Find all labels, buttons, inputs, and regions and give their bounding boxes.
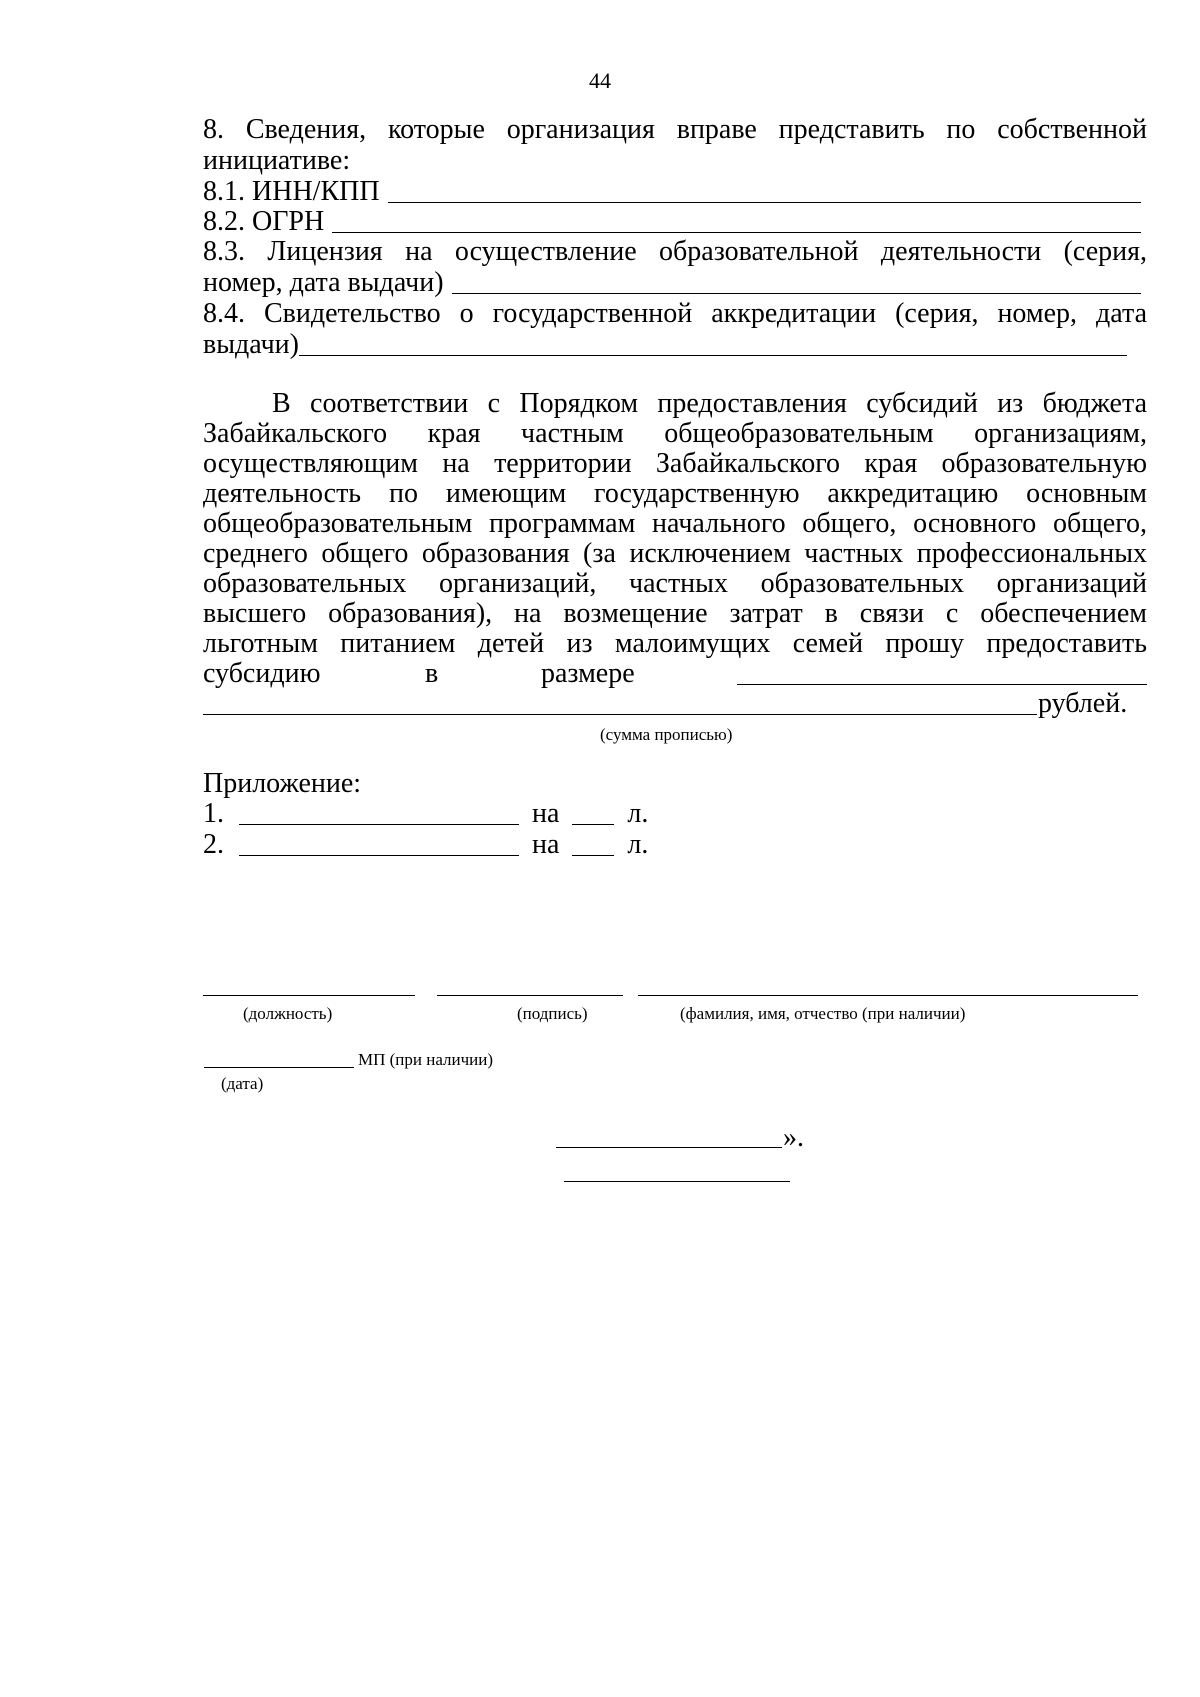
inn-kpp-label: 8.1. ИНН/КПП bbox=[203, 176, 380, 207]
appendix-item-pages-blank[interactable] bbox=[572, 823, 614, 825]
signature-caption: (подпись) bbox=[517, 1004, 588, 1023]
position-caption: (должность) bbox=[243, 1004, 333, 1023]
ogrn-field[interactable] bbox=[203, 206, 1141, 238]
appendix-item bbox=[203, 829, 1147, 861]
body-line: общеобразовательным программам начального общего, основного общего, bbox=[203, 508, 1147, 539]
ogrn-blank[interactable] bbox=[332, 231, 1141, 233]
in-word: в bbox=[425, 658, 439, 689]
stamp-label: МП (при наличии) bbox=[358, 1050, 494, 1069]
appendix-item-num: 2. bbox=[203, 829, 224, 860]
accreditation-label: 8.4. Свидетельство о государственной аккредитации (серия, номер, дата bbox=[203, 298, 1147, 329]
license-blank[interactable] bbox=[452, 292, 1141, 294]
appendix-item-sheets: л. bbox=[627, 798, 649, 829]
appendix-title: Приложение: bbox=[203, 768, 362, 799]
body-line: среднего общего образования (за исключением частных профессиональных bbox=[203, 538, 1147, 569]
body-line: образовательных организаций, частных образовательных организаций bbox=[203, 568, 1147, 599]
date-caption: (дата) bbox=[221, 1074, 264, 1093]
full-name-blank[interactable] bbox=[638, 995, 1138, 996]
appendix-item-sheets: л. bbox=[627, 829, 649, 860]
size-word: размере bbox=[541, 658, 635, 689]
closing-quote: ». bbox=[783, 1122, 804, 1153]
appendix-item-name-blank[interactable] bbox=[239, 823, 519, 825]
position-blank[interactable] bbox=[203, 995, 415, 996]
accreditation-blank[interactable] bbox=[299, 354, 1127, 356]
section8-heading: 8. Сведения, которые организация вправе представить по собственной bbox=[203, 114, 1147, 145]
body-line: осуществляющим на территории Забайкальского края образовательную bbox=[203, 448, 1147, 479]
appendix-item-name-blank[interactable] bbox=[239, 854, 519, 856]
sum-in-words-blank[interactable] bbox=[203, 714, 1037, 715]
full-name-caption: (фамилия, имя, отчество (при наличии) bbox=[680, 1004, 966, 1023]
license-label-cont: номер, дата выдачи) bbox=[203, 267, 444, 298]
accreditation-label-cont: выдачи) bbox=[203, 329, 299, 360]
appendix-item-pages-blank[interactable] bbox=[572, 854, 614, 856]
rubles-label: рублей. bbox=[1038, 688, 1128, 719]
appendix-item bbox=[203, 798, 1147, 830]
page-number: 44 bbox=[589, 68, 611, 93]
inn-kpp-blank[interactable] bbox=[388, 201, 1141, 203]
ogrn-label: 8.2. ОГРН bbox=[203, 206, 325, 237]
license-field[interactable] bbox=[203, 267, 1141, 299]
body-line: высшего образования), на возмещение затрат в связи с обеспечением bbox=[203, 598, 1147, 629]
subsidy-word: субсидию bbox=[203, 658, 321, 689]
signature-blank[interactable] bbox=[437, 995, 623, 996]
section8-heading-cont: инициативе: bbox=[203, 145, 351, 176]
license-label: 8.3. Лицензия на осуществление образовательной деятельности (серия, bbox=[203, 236, 1147, 267]
closing-line-2 bbox=[564, 1181, 790, 1182]
body-line: Забайкальского края частным общеобразовательным организациям, bbox=[203, 418, 1147, 449]
sum-caption: (сумма прописью) bbox=[600, 725, 733, 744]
appendix-item-num: 1. bbox=[203, 798, 224, 829]
appendix-item-on: на bbox=[532, 829, 560, 860]
closing-line bbox=[556, 1147, 782, 1148]
date-blank[interactable] bbox=[204, 1067, 354, 1068]
subsidy-amount-blank[interactable] bbox=[737, 684, 1147, 685]
body-line: льготным питанием детей из малоимущих семей прошу предоставить bbox=[203, 628, 1147, 659]
body-line: деятельность по имеющим государственную аккредитацию основным bbox=[203, 478, 1147, 509]
inn-kpp-field[interactable] bbox=[203, 176, 1141, 208]
body-line: В соответствии с Порядком предоставления субсидий из бюджета bbox=[272, 388, 1147, 419]
appendix-item-on: на bbox=[532, 798, 560, 829]
accreditation-field[interactable] bbox=[203, 329, 1127, 361]
